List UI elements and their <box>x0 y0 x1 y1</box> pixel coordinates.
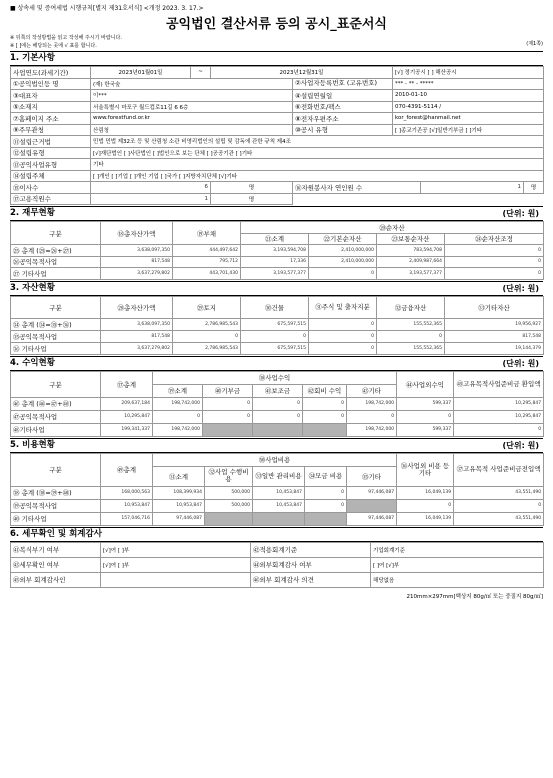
cell: 19,956,927 <box>445 318 544 330</box>
audit-table <box>10 542 544 588</box>
cell: 209,637,184 <box>101 397 153 410</box>
homepage-value: www.forestfund.or.kr <box>91 113 293 125</box>
section-finance <box>10 206 543 221</box>
directors-unit: 명 <box>211 182 293 194</box>
shaded-cell <box>203 423 253 436</box>
rep-label: ③대표자 <box>11 90 91 102</box>
fiscal-from: 2023년01월01일 <box>91 67 191 79</box>
expense-table <box>10 453 544 526</box>
col-gubun: 구분 <box>11 453 101 486</box>
cell: 0 <box>397 410 454 423</box>
table-row <box>11 512 544 525</box>
page-title: 공익법인 결산서류 등의 공시_표준서식 <box>165 17 387 32</box>
cell: 500,000 <box>205 486 253 499</box>
col-subtotal: ㉑소계 <box>241 233 309 245</box>
external-audit-value: [ ]여 [√]부 <box>371 557 544 572</box>
bookkeeping-label: ㊶복식부기 여부 <box>11 542 101 557</box>
tax-check-value: [√]여 [ ]부 <box>101 557 251 572</box>
cell: 16,049,139 <box>397 512 454 525</box>
finance-table <box>10 221 544 280</box>
auditor-label: ㊺외부 회계감사인 <box>11 572 101 587</box>
row-label: ㉟공익목적사업 <box>11 330 101 342</box>
section-title: 6. 세무확인 및 회계감사 <box>10 528 102 539</box>
cell: 0 <box>445 245 544 257</box>
cell: 783,594,708 <box>377 245 445 257</box>
section-expense <box>10 438 543 453</box>
cell: 97,446,087 <box>347 512 397 525</box>
col-biz-revenue: ㊳사업수익 <box>153 371 397 384</box>
cell: 10,453,847 <box>253 486 305 499</box>
row-label: ㊳ 총계 (㊳=㊴+㊵) <box>11 486 101 499</box>
cell: 675,597,515 <box>241 342 309 354</box>
section-assets <box>10 281 543 296</box>
cell: 444,497,642 <box>173 245 241 257</box>
org-name-value: (재) 한국숲 <box>91 78 293 90</box>
col-basic-net: ㉒기본순자산 <box>309 233 377 245</box>
homepage-label: ⑦홈페이지 주소 <box>11 113 91 125</box>
authority-value: 산림청 <box>91 124 293 136</box>
founded-value: 2010-01-10 <box>393 90 544 102</box>
section-title: 2. 재무현황 <box>10 208 55 218</box>
form-notes <box>10 34 543 50</box>
row-label: ㉞ 총계 (㉞=㉟+㊱) <box>11 318 101 330</box>
cell: 198,742,000 <box>153 423 203 436</box>
unit-label: (단위: 원) <box>502 283 539 293</box>
cell: 198,742,000 <box>153 397 203 410</box>
cell: 0 <box>253 410 303 423</box>
col-performance: ㉜사업 수행비용 <box>205 466 253 486</box>
section-title: 1. 기본사항 <box>10 53 55 63</box>
row-label: ㊼공익목적사업 <box>11 410 101 423</box>
row-label: ㊻ 총계 (㊻=㊼+㊽) <box>11 397 101 410</box>
table-row <box>11 486 544 499</box>
cell: 97,446,087 <box>347 486 397 499</box>
col-gubun: 구분 <box>11 222 101 245</box>
external-audit-label: ㊹외부회계감사 여부 <box>251 557 371 572</box>
col-biz-expense: ㊿사업비용 <box>153 453 397 466</box>
founded-label: ④설립연월일 <box>293 90 393 102</box>
col-admin: ㉝일반 관리비용 <box>253 466 305 486</box>
cell: 0 <box>454 423 544 436</box>
cell: 0 <box>309 330 377 342</box>
table-row <box>11 397 544 410</box>
fiscal-to: 2023년12월31일 <box>211 67 393 79</box>
audit-opinion-label: ㊻외부 회계감사 의견 <box>251 572 371 587</box>
cell: 0 <box>309 268 377 280</box>
table-row <box>11 342 544 354</box>
col-total: ㊾총계 <box>101 453 153 486</box>
directors-value: 6 <box>91 182 211 194</box>
page-mark: (제1쪽) <box>526 41 543 47</box>
founding-type-label: ⑫설립유형 <box>11 147 91 159</box>
cell: 168,000,563 <box>101 486 153 499</box>
section-basic-info <box>10 51 543 66</box>
cell: 10,953,847 <box>153 499 205 512</box>
audit-opinion-value: 해당없음 <box>371 572 544 587</box>
col-debt: ⑲부채 <box>173 222 241 245</box>
col-reserve-reversal: ㊺고유목적사업준비금 환입액 <box>454 371 544 397</box>
table-row <box>11 410 544 423</box>
cell: 0 <box>445 256 544 268</box>
shaded-cell <box>347 499 397 512</box>
row-label: ㊱ 기타사업 <box>11 342 101 354</box>
paper-spec: 210mm×297mm[백상지 80g/㎡ 또는 중질지 80g/㎡] <box>406 593 543 600</box>
fiscal-label: 사업연도(과세기간) <box>11 67 91 79</box>
cell: 10,953,847 <box>101 499 153 512</box>
cell: 10,295,847 <box>454 410 544 423</box>
authority-label: ⑨주무관청 <box>11 124 91 136</box>
table-row <box>11 423 544 436</box>
cell: 0 <box>203 410 253 423</box>
col-fees: ㊷회비 수익 <box>303 384 347 397</box>
cell: 10,295,847 <box>101 410 153 423</box>
org-name-label: ①공익법인등 명 <box>11 78 91 90</box>
section-revenue <box>10 356 543 371</box>
cell: 817,548 <box>101 330 173 342</box>
section-title: 3. 자산현황 <box>10 282 55 293</box>
row-label: ㊵ 기타사업 <box>11 512 101 525</box>
directors-label: ⑮이사수 <box>11 182 91 194</box>
auditor-value <box>101 572 251 587</box>
empty-cell <box>293 193 544 205</box>
cell: 2,410,000,000 <box>309 256 377 268</box>
table-row <box>11 245 544 257</box>
cell: 599,337 <box>397 423 454 436</box>
row-label: ㊴공익목적사업 <box>11 499 101 512</box>
cell: 0 <box>445 268 544 280</box>
col-stock: ㉛주식 및 출자지분 <box>309 296 377 318</box>
table-row <box>11 268 544 280</box>
col-total-assets: ㉘총자산가액 <box>101 296 173 318</box>
col-gubun: 구분 <box>11 371 101 397</box>
bookkeeping-value: [√]여 [ ]부 <box>101 542 251 557</box>
col-other: ㉟기타 <box>347 466 397 486</box>
cell: 198,742,000 <box>347 423 397 436</box>
cell: 0 <box>309 342 377 354</box>
founder-label: ⑭설립주체 <box>11 170 91 182</box>
table-row <box>11 499 544 512</box>
legal-basis-value: 민법 민법 제32조 등 및 산림청 소관 비영리법인의 설립 및 감독에 관한 규칙 제4조 <box>91 136 544 148</box>
disclosure-class-value: [ ]종교기존공 [√]일반기부금 [ ]기타 <box>393 124 544 136</box>
cell: 2,786,985,543 <box>173 342 241 354</box>
cell: 0 <box>377 330 445 342</box>
col-other: ㊸기타 <box>347 384 397 397</box>
fiscal-row <box>11 67 544 79</box>
founder-value: [ ]개인 [ ]기업 [ ]개인 기업 [ ]국가 [ ]지방자치단체 [√]기타 <box>91 170 544 182</box>
cell: 795,712 <box>173 256 241 268</box>
shaded-cell <box>305 512 347 525</box>
founding-type-value: [√]재단법인 [ ]사단법인 [ ]법인으로 보는 단체 [ ]공공기관 [ ]기타 <box>91 147 544 159</box>
cell: 3,637,279,802 <box>101 268 173 280</box>
cell: 43,551,490 <box>454 512 544 525</box>
biz-number-value: *** - ** - ***** <box>393 78 544 90</box>
basic-info-table <box>10 66 544 205</box>
cell: 199,341,337 <box>101 423 153 436</box>
cell: 675,597,515 <box>241 318 309 330</box>
fiscal-tilde: ~ <box>191 67 211 79</box>
col-other-assets: ㉝기타자산 <box>445 296 544 318</box>
unit-label: (단위: 원) <box>502 440 539 450</box>
public-biz-type-label: ⑬공익사업유형 <box>11 159 91 171</box>
cell: 43,551,490 <box>454 486 544 499</box>
cell: 10,453,847 <box>253 499 305 512</box>
cell: 2,410,000,000 <box>309 245 377 257</box>
accounting-standard-label: ㊷적용회계기준 <box>251 542 371 557</box>
assets-table <box>10 296 544 355</box>
cell: 17,336 <box>241 256 309 268</box>
cell: 500,000 <box>205 499 253 512</box>
unit-label: (단위: 원) <box>502 358 539 368</box>
col-nonbiz-revenue: ㊹사업외수익 <box>397 371 454 397</box>
col-net-assets: ⑳순자산 <box>241 222 544 234</box>
address-label: ⑤소재지 <box>11 101 91 113</box>
cell: 0 <box>241 330 309 342</box>
cell: 16,049,139 <box>397 486 454 499</box>
col-subsidy: ㊶보조금 <box>253 384 303 397</box>
volunteers-unit: 명 <box>524 182 544 194</box>
note-checkbox: ※ [ ]에는 해당되는 곳에 √ 표를 합니다. <box>10 43 97 49</box>
cell: 2,786,985,543 <box>173 318 241 330</box>
cell: 0 <box>303 397 347 410</box>
col-subtotal: ㊴소계 <box>153 384 203 397</box>
cell: 443,701,430 <box>173 268 241 280</box>
cell: 0 <box>305 486 347 499</box>
col-land: ㉙토지 <box>173 296 241 318</box>
shaded-cell <box>253 512 305 525</box>
cell: 3,193,577,377 <box>377 268 445 280</box>
cell: 0 <box>173 330 241 342</box>
row-label: ㊽기타사업 <box>11 423 101 436</box>
row-label: ㉕ 총계 (㉕=㉖+㉗) <box>11 245 101 257</box>
biz-number-label: ②사업자등록번호 (고유번호) <box>293 78 393 90</box>
legal-basis-label: ⑪설립근거법 <box>11 136 91 148</box>
email-label: ⑧전자우편주소 <box>293 113 393 125</box>
col-total-assets: ⑱총자산가액 <box>101 222 173 245</box>
section-title: 4. 수익현황 <box>10 357 55 368</box>
employees-unit: 명 <box>211 193 293 205</box>
cell: 10,295,847 <box>454 397 544 410</box>
cell: 0 <box>153 410 203 423</box>
shaded-cell <box>205 512 253 525</box>
cell: 0 <box>454 499 544 512</box>
cell: 108,399,934 <box>153 486 205 499</box>
row-label: ㉖공익목적사업 <box>11 256 101 268</box>
shaded-cell <box>253 423 303 436</box>
email-value: kor_forest@hanmail.net <box>393 113 544 125</box>
disclosure-class-label: ⑩공시 유형 <box>293 124 393 136</box>
cell: 0 <box>203 397 253 410</box>
cell: 0 <box>253 397 303 410</box>
cell: 3,193,594,708 <box>241 245 309 257</box>
revenue-table <box>10 371 544 437</box>
col-reserve-transfer: ㊲고유목적 사업준비금전입액 <box>454 453 544 486</box>
public-biz-type-value: 기타 <box>91 159 544 171</box>
cell: 155,552,365 <box>377 318 445 330</box>
col-subtotal: ㉛소계 <box>153 466 205 486</box>
cell: 0 <box>347 410 397 423</box>
rep-value: 이*** <box>91 90 293 102</box>
col-normal-net: ㉓보통순자산 <box>377 233 445 245</box>
cell: 599,337 <box>397 397 454 410</box>
phone-label: ⑥전화번호/팩스 <box>293 101 393 113</box>
volunteers-value: 1 <box>421 182 524 194</box>
volunteers-label: ⑯자원봉사자 연인원 수 <box>293 182 421 194</box>
col-adjust-net: ㉔순자산조정 <box>445 233 544 245</box>
address-value: 서울특별시 마포구 월드컵로11길 6 6층 <box>91 101 293 113</box>
col-nonbiz-expense: ㊱사업외 비용 등 기타 <box>397 453 454 486</box>
cell: 0 <box>397 499 454 512</box>
cell: 817,548 <box>101 256 173 268</box>
col-fundraising: ㉞모금 비용 <box>305 466 347 486</box>
tax-check-label: ㊸세무확인 여부 <box>11 557 101 572</box>
cell: 155,552,365 <box>377 342 445 354</box>
col-building: ㉚건물 <box>241 296 309 318</box>
cell: 0 <box>303 410 347 423</box>
section-title: 5. 비용현황 <box>10 439 55 450</box>
form-reference: ■ 상속세 및 증여세법 시행규칙[별지 제31호서식] <개정 2023. 3. 17.> <box>10 5 204 12</box>
col-gubun: 구분 <box>11 296 101 318</box>
cell: 3,637,279,802 <box>101 342 173 354</box>
name-row <box>11 78 544 90</box>
col-donation: ㊵기부금 <box>203 384 253 397</box>
cell: 817,548 <box>445 330 544 342</box>
cell: 2,409,987,664 <box>377 256 445 268</box>
col-total: ㊲총계 <box>101 371 153 397</box>
cell: 97,446,087 <box>153 512 205 525</box>
phone-value: 070-4391-5114 / <box>393 101 544 113</box>
table-row <box>11 256 544 268</box>
cell: 0 <box>305 499 347 512</box>
employees-label: ⑰고용직원수 <box>11 193 91 205</box>
cell: 157,046,716 <box>101 512 153 525</box>
cell: 198,742,000 <box>347 397 397 410</box>
shaded-cell <box>303 423 347 436</box>
col-financial: ㉜금융자산 <box>377 296 445 318</box>
employees-value: 1 <box>91 193 211 205</box>
unit-label: (단위: 원) <box>502 209 539 218</box>
cell: 19,144,379 <box>445 342 544 354</box>
table-row <box>11 318 544 330</box>
cell: 0 <box>309 318 377 330</box>
row-label: ㉗ 기타사업 <box>11 268 101 280</box>
table-row <box>11 330 544 342</box>
accounting-standard-value: 기업회계기준 <box>371 542 544 557</box>
cell: 3,193,577,377 <box>241 268 309 280</box>
cell: 3,638,097,350 <box>101 245 173 257</box>
disclosure-type: [√] 정기공시 [ ] 해산공시 <box>393 67 544 79</box>
cell: 3,638,097,350 <box>101 318 173 330</box>
note-instructions: ※ 뒤쪽의 작성방법을 읽고 작성해 주시기 바랍니다. <box>10 35 122 41</box>
section-audit <box>10 527 543 542</box>
